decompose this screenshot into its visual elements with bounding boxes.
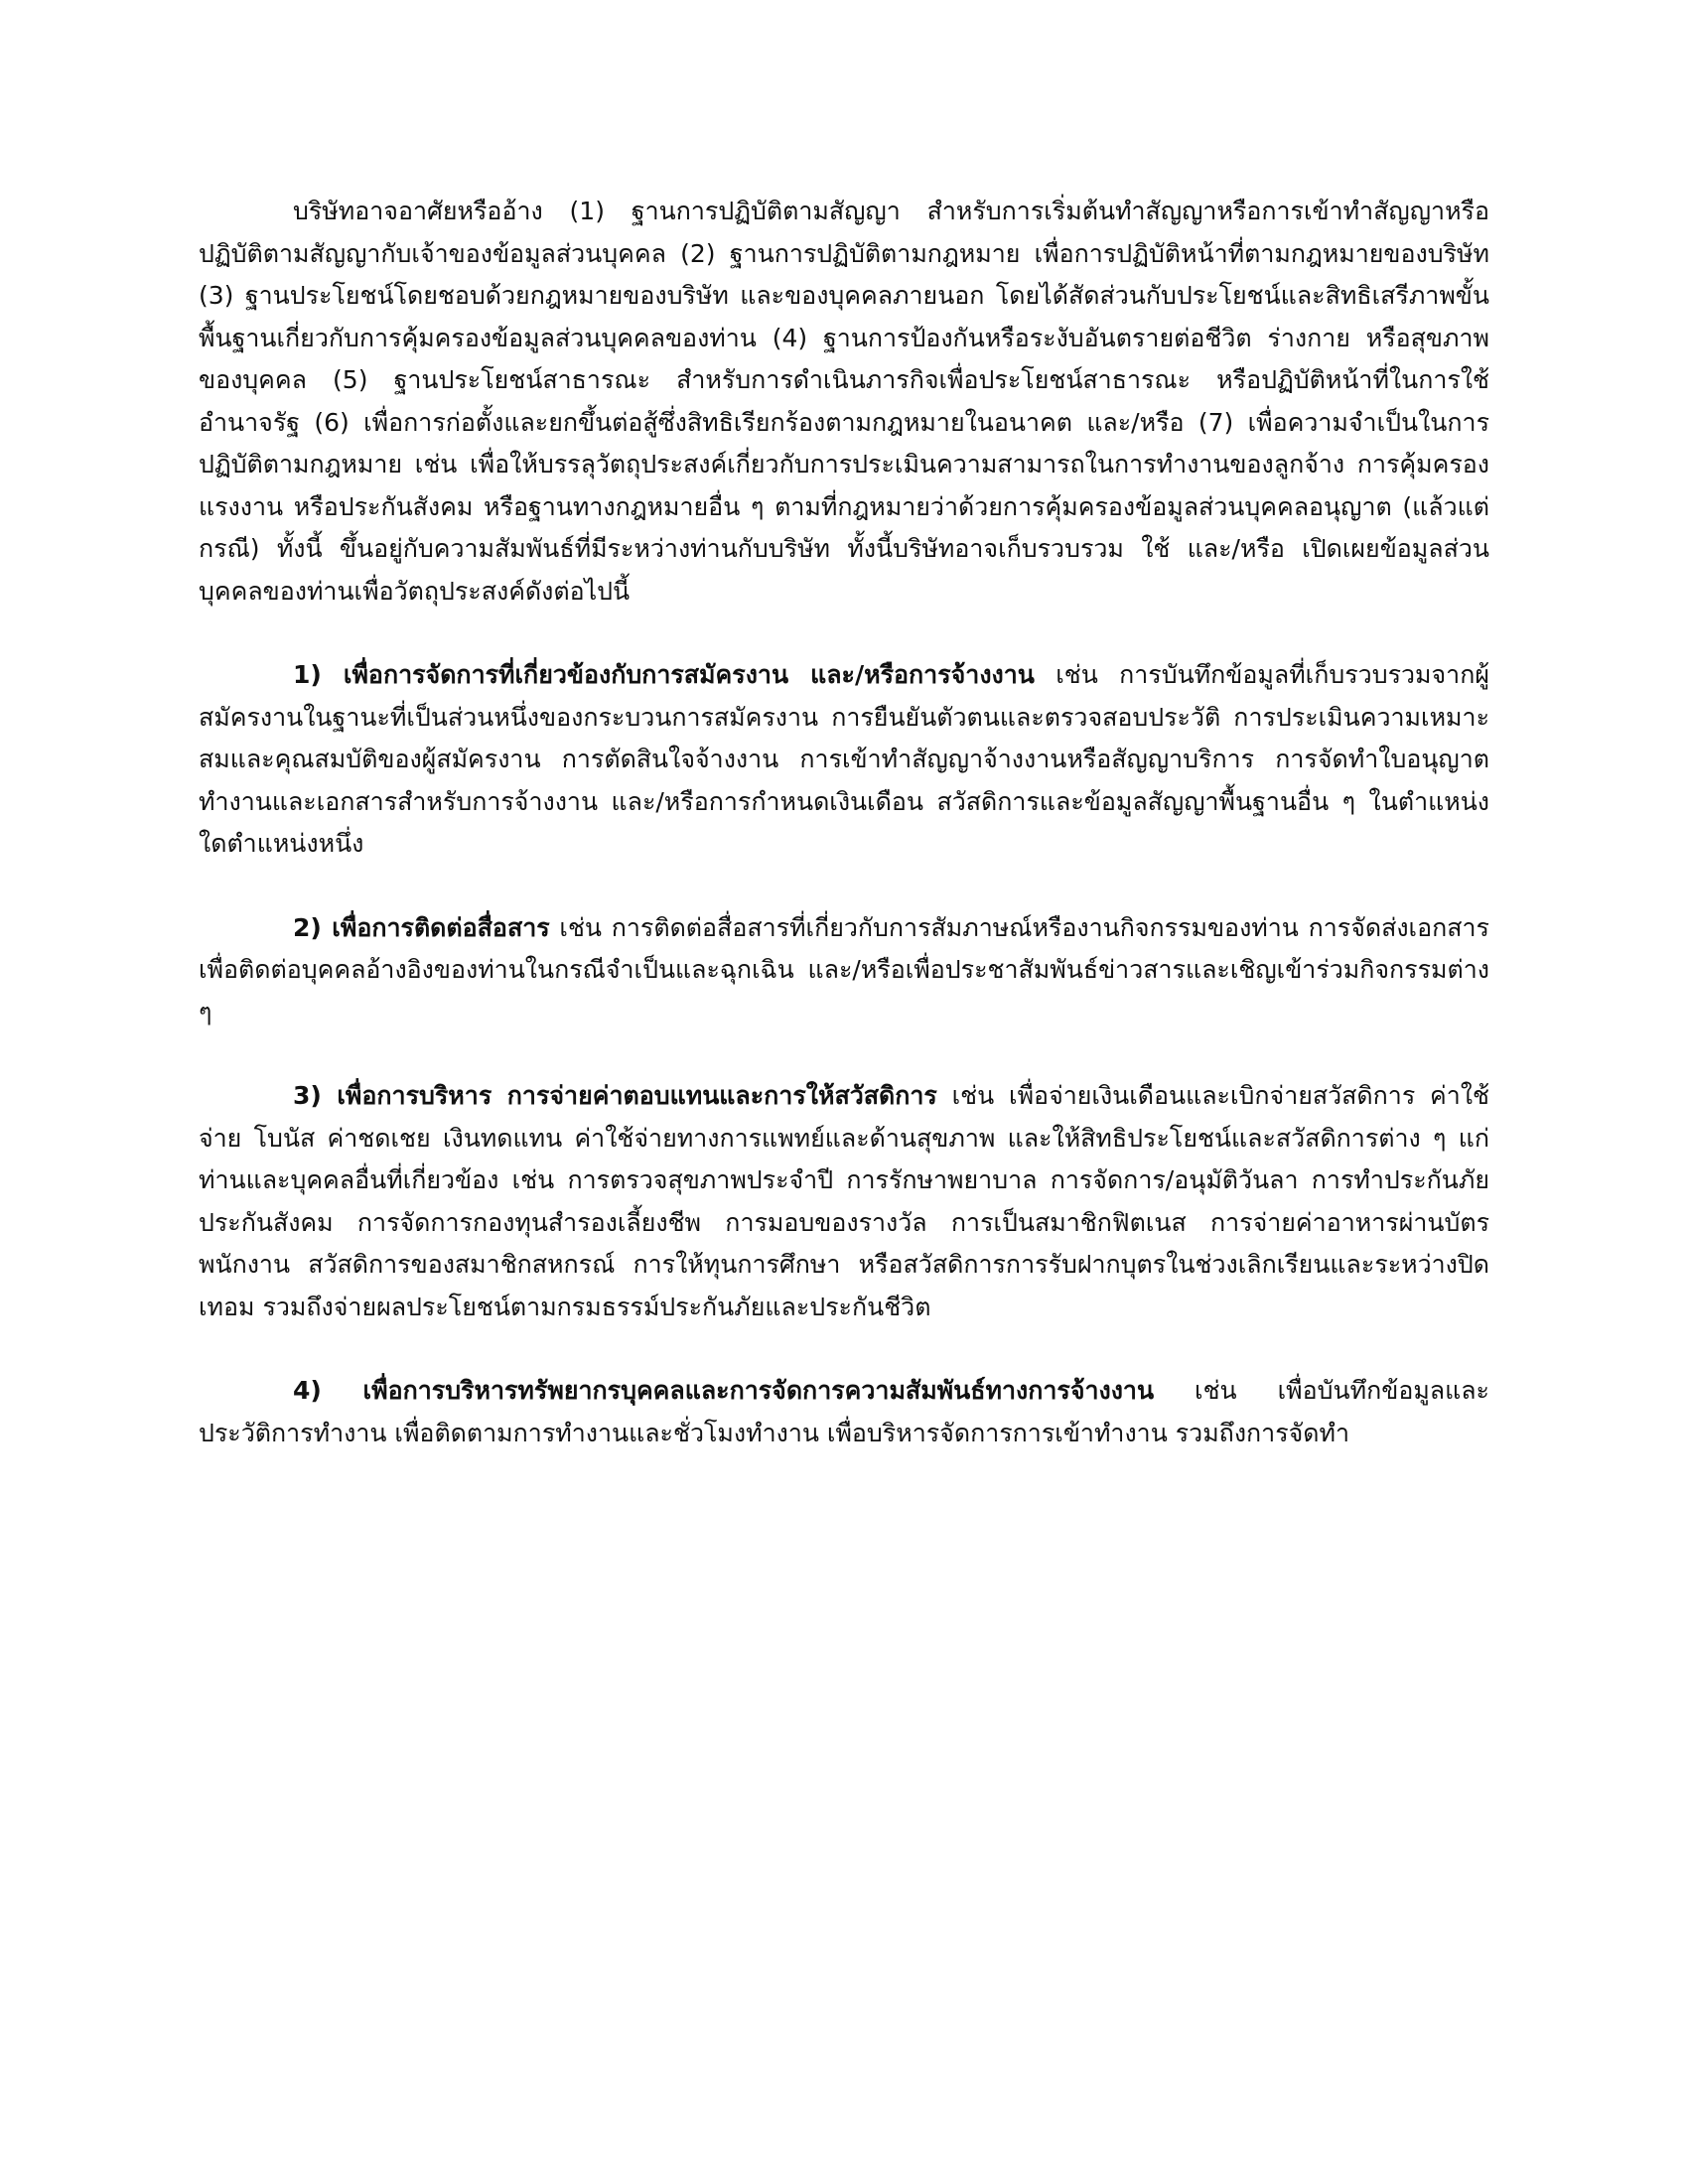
purpose-item-1 (199, 654, 1489, 866)
purpose-body-3: เช่น เพื่อจ่ายเงินเดือนและเบิกจ่ายสวัสดิการ ค่าใช้จ่าย โบนัส ค่าชดเชย เงินทดแทน ค่าใช้จ่ายทางการแพทย์และด้านสุขภาพ และให้สิทธิประโยชน์และสวัสดิการต่าง ๆ แก่ท่านและบุคคลอื่นที่เกี่ยวข้อง เช่น การตรวจสุขภาพประจำปี การรักษาพยาบาล การจัดการ/อนุมัติวันลา การทำประกันภัย ประกันสังคม การจัดการกองทุนสำรองเลี้ยงชีพ การมอบของรางวัล การเป็นสมาชิกฟิตเนส การจ่ายค่าอาหารผ่านบัตรพนักงาน สวัสดิการของสมาชิกสหกรณ์ การให้ทุนการศึกษา หรือสวัสดิการการรับฝากบุตรในช่วงเลิกเรียนและระหว่างปิดเทอม รวมถึงจ่ายผลประโยชน์ตามกรมธรรม์ประกันภัยและประกันชีวิต (199, 1081, 1489, 1321)
purpose-item-3 (199, 1075, 1489, 1328)
purpose-heading-3: 3) เพื่อการบริหาร การจ่ายค่าตอบแทนและการให้สวัสดิการ (293, 1081, 937, 1110)
purpose-heading-1: 1) เพื่อการจัดการที่เกี่ยวข้องกับการสมัครงาน และ/หรือการจ้างงาน (293, 660, 1035, 689)
purpose-body-4: เช่น เพื่อบันทึกข้อมูลและประวัติการทำงาน เพื่อติดตามการทำงานและชั่วโมงทำงาน เพื่อบริหารจัดการการเข้าทำงาน รวมถึงการจัดทำ (199, 1376, 1489, 1447)
document-page (199, 191, 1489, 1454)
purpose-item-4 (199, 1370, 1489, 1454)
purpose-heading-2: 2) เพื่อการติดต่อสื่อสาร (293, 912, 550, 942)
intro-paragraph: บริษัทอาจอาศัยหรืออ้าง (1) ฐานการปฏิบัติตามสัญญา สำหรับการเริ่มต้นทำสัญญาหรือการเข้าทำสัญญาหรือปฏิบัติตามสัญญากับเจ้าของข้อมูลส่วนบุคคล (2) ฐานการปฏิบัติตามกฎหมาย เพื่อการปฏิบัติหน้าที่ตามกฎหมายของบริษัท (3) ฐานประโยชน์โดยชอบด้วยกฎหมายของบริษัท และของบุคคลภายนอก โดยได้สัดส่วนกับประโยชน์และสิทธิเสรีภาพขั้นพื้นฐานเกี่ยวกับการคุ้มครองข้อมูลส่วนบุคคลของท่าน (4) ฐานการป้องกันหรือระงับอันตรายต่อชีวิต ร่างกาย หรือสุขภาพของบุคคล (5) ฐานประโยชน์สาธารณะ สำหรับการดำเนินภารกิจเพื่อประโยชน์สาธารณะ หรือปฏิบัติหน้าที่ในการใช้อำนาจรัฐ (6) เพื่อการก่อตั้งและยกขึ้นต่อสู้ซึ่งสิทธิเรียกร้องตามกฎหมายในอนาคต และ/หรือ (7) เพื่อความจำเป็นในการปฏิบัติตามกฎหมาย เช่น เพื่อให้บรรลุวัตถุประสงค์เกี่ยวกับการประเมินความสามารถในการทำงานของลูกจ้าง การคุ้มครองแรงงาน หรือประกันสังคม หรือฐานทางกฎหมายอื่น ๆ ตามที่กฎหมายว่าด้วยการคุ้มครองข้อมูลส่วนบุคคลอนุญาต (แล้วแต่กรณี) ทั้งนี้ ขึ้นอยู่กับความสัมพันธ์ที่มีระหว่างท่านกับบริษัท ทั้งนี้บริษัทอาจเก็บรวบรวม ใช้ และ/หรือ เปิดเผยข้อมูลส่วนบุคคลของท่านเพื่อวัตถุประสงค์ดังต่อไปนี้ (199, 197, 1489, 606)
purpose-body-2: เช่น การติดต่อสื่อสารที่เกี่ยวกับการสัมภาษณ์หรืองานกิจกรรมของท่าน การจัดส่งเอกสาร เพื่อติดต่อบุคคลอ้างอิงของท่านในกรณีจำเป็นและฉุกเฉิน และ/หรือเพื่อประชาสัมพันธ์ข่าวสารและเชิญเข้าร่วมกิจกรรมต่าง ๆ (199, 912, 1489, 1026)
purpose-body-1: เช่น การบันทึกข้อมูลที่เก็บรวบรวมจากผู้สมัครงานในฐานะที่เป็นส่วนหนึ่งของกระบวนการสมัครงาน การยืนยันตัวตนและตรวจสอบประวัติ การประเมินความเหมาะสมและคุณสมบัติของผู้สมัครงาน การตัดสินใจจ้างงาน การเข้าทำสัญญาจ้างงานหรือสัญญาบริการ การจัดทำใบอนุญาตทำงานและเอกสารสำหรับการจ้างงาน และ/หรือการกำหนดเงินเดือน สวัสดิการและข้อมูลสัญญาพื้นฐานอื่น ๆ ในตำแหน่งใดตำแหน่งหนึ่ง (199, 660, 1489, 858)
purpose-heading-4: 4) เพื่อการบริหารทรัพยากรบุคคลและการจัดการความสัมพันธ์ทางการจ้างงาน (293, 1376, 1155, 1405)
purpose-item-2 (199, 907, 1489, 1034)
